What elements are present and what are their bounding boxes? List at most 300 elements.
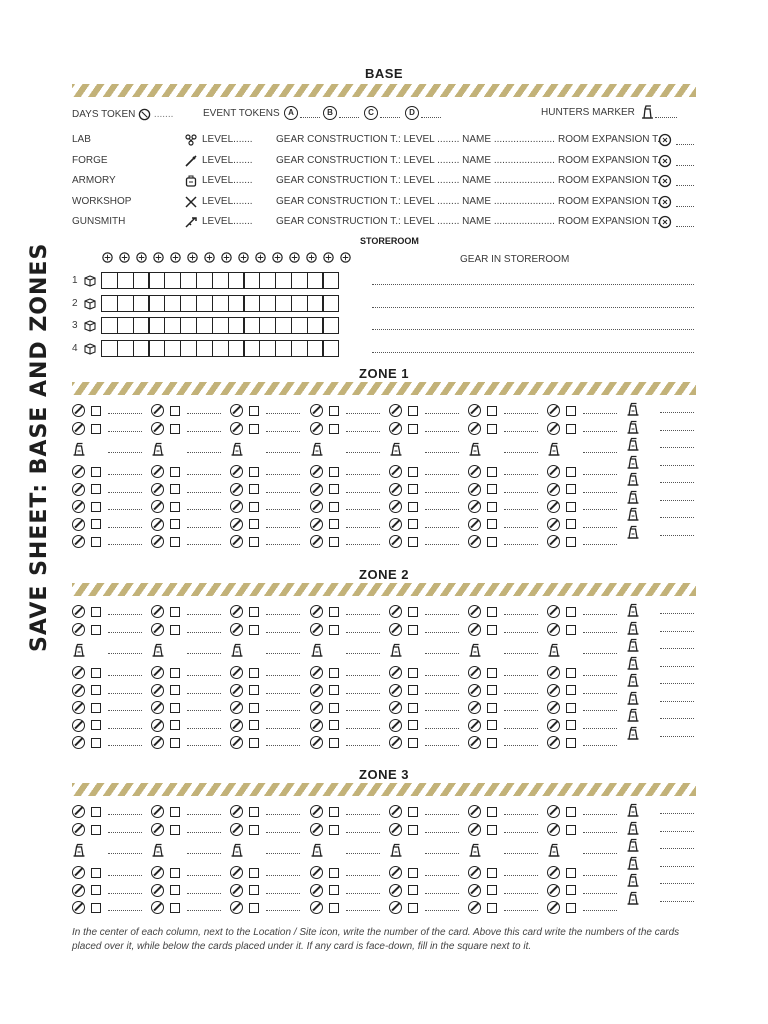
face-down-checkbox[interactable] <box>170 467 180 477</box>
storeroom-cell[interactable] <box>307 317 324 334</box>
card-number-line[interactable] <box>108 728 142 729</box>
storeroom-cell[interactable] <box>133 317 150 334</box>
face-down-marker-icon[interactable] <box>468 465 481 478</box>
storeroom-cell[interactable] <box>275 340 292 357</box>
face-down-marker-icon[interactable] <box>151 701 164 714</box>
card-number-line[interactable] <box>504 875 538 876</box>
location-number-line[interactable] <box>660 465 694 466</box>
card-number-line[interactable] <box>187 693 221 694</box>
card-number-line[interactable] <box>108 474 142 475</box>
room-level-field[interactable]: LEVEL....... <box>202 134 253 145</box>
face-down-checkbox[interactable] <box>329 685 339 695</box>
face-down-checkbox[interactable] <box>329 903 339 913</box>
card-number-line[interactable] <box>266 527 300 528</box>
face-down-marker-icon[interactable] <box>310 465 323 478</box>
card-number-line[interactable] <box>504 474 538 475</box>
face-down-marker-icon[interactable] <box>468 404 481 417</box>
face-down-checkbox[interactable] <box>91 467 101 477</box>
card-number-line[interactable] <box>108 693 142 694</box>
face-down-checkbox[interactable] <box>566 467 576 477</box>
face-down-marker-icon[interactable] <box>310 901 323 914</box>
card-number-line[interactable] <box>346 745 380 746</box>
card-number-line[interactable] <box>187 632 221 633</box>
location-number-line[interactable] <box>660 430 694 431</box>
face-down-marker-icon[interactable] <box>389 719 402 732</box>
face-down-checkbox[interactable] <box>566 668 576 678</box>
card-number-line[interactable] <box>583 693 617 694</box>
face-down-marker-icon[interactable] <box>72 465 85 478</box>
face-down-marker-icon[interactable] <box>151 884 164 897</box>
storeroom-cell[interactable] <box>291 340 308 357</box>
face-down-marker-icon[interactable] <box>389 623 402 636</box>
face-down-checkbox[interactable] <box>408 903 418 913</box>
storeroom-cell[interactable] <box>148 295 165 312</box>
face-down-marker-icon[interactable] <box>310 884 323 897</box>
face-down-checkbox[interactable] <box>408 825 418 835</box>
location-number-line[interactable] <box>583 452 617 453</box>
face-down-marker-icon[interactable] <box>468 623 481 636</box>
storeroom-cell[interactable] <box>259 317 276 334</box>
card-number-line[interactable] <box>425 492 459 493</box>
card-number-line[interactable] <box>425 910 459 911</box>
face-down-checkbox[interactable] <box>170 668 180 678</box>
card-number-line[interactable] <box>583 710 617 711</box>
face-down-marker-icon[interactable] <box>310 605 323 618</box>
face-down-marker-icon[interactable] <box>310 805 323 818</box>
gear-write-line[interactable] <box>372 352 694 353</box>
face-down-marker-icon[interactable] <box>230 823 243 836</box>
face-down-marker-icon[interactable] <box>72 483 85 496</box>
face-down-marker-icon[interactable] <box>151 684 164 697</box>
card-number-line[interactable] <box>504 544 538 545</box>
card-number-line[interactable] <box>583 832 617 833</box>
card-number-line[interactable] <box>425 832 459 833</box>
storeroom-cell[interactable] <box>212 340 229 357</box>
card-number-line[interactable] <box>583 509 617 510</box>
face-down-marker-icon[interactable] <box>230 805 243 818</box>
face-down-checkbox[interactable] <box>408 807 418 817</box>
face-down-marker-icon[interactable] <box>547 866 560 879</box>
location-number-line[interactable] <box>660 447 694 448</box>
storeroom-cell[interactable] <box>275 295 292 312</box>
face-down-marker-icon[interactable] <box>310 483 323 496</box>
storeroom-cell[interactable] <box>117 272 134 289</box>
face-down-marker-icon[interactable] <box>389 736 402 749</box>
face-down-marker-icon[interactable] <box>151 605 164 618</box>
face-down-checkbox[interactable] <box>91 607 101 617</box>
face-down-marker-icon[interactable] <box>151 805 164 818</box>
card-number-line[interactable] <box>346 675 380 676</box>
face-down-checkbox[interactable] <box>91 703 101 713</box>
card-number-line[interactable] <box>187 509 221 510</box>
face-down-checkbox[interactable] <box>91 424 101 434</box>
face-down-marker-icon[interactable] <box>72 901 85 914</box>
storeroom-cell[interactable] <box>291 272 308 289</box>
card-number-line[interactable] <box>187 875 221 876</box>
face-down-checkbox[interactable] <box>91 825 101 835</box>
storeroom-cell[interactable] <box>133 340 150 357</box>
write-line[interactable] <box>300 117 320 118</box>
storeroom-cell[interactable] <box>212 317 229 334</box>
face-down-marker-icon[interactable] <box>151 422 164 435</box>
face-down-marker-icon[interactable] <box>72 422 85 435</box>
storeroom-cell[interactable] <box>228 340 245 357</box>
face-down-marker-icon[interactable] <box>468 866 481 879</box>
card-number-line[interactable] <box>266 710 300 711</box>
card-number-line[interactable] <box>346 544 380 545</box>
face-down-marker-icon[interactable] <box>151 535 164 548</box>
face-down-checkbox[interactable] <box>566 406 576 416</box>
face-down-marker-icon[interactable] <box>151 823 164 836</box>
card-number-line[interactable] <box>187 527 221 528</box>
storeroom-cell[interactable] <box>322 272 339 289</box>
face-down-checkbox[interactable] <box>91 807 101 817</box>
write-line[interactable] <box>421 117 441 118</box>
face-down-marker-icon[interactable] <box>151 500 164 513</box>
card-number-line[interactable] <box>266 814 300 815</box>
location-number-line[interactable] <box>660 517 694 518</box>
card-number-line[interactable] <box>346 413 380 414</box>
face-down-checkbox[interactable] <box>249 519 259 529</box>
location-number-line[interactable] <box>660 482 694 483</box>
face-down-marker-icon[interactable] <box>547 666 560 679</box>
face-down-marker-icon[interactable] <box>389 518 402 531</box>
storeroom-cell[interactable] <box>101 340 118 357</box>
card-number-line[interactable] <box>583 675 617 676</box>
storeroom-cell[interactable] <box>196 272 213 289</box>
face-down-marker-icon[interactable] <box>151 465 164 478</box>
location-number-line[interactable] <box>583 653 617 654</box>
storeroom-cell[interactable] <box>275 272 292 289</box>
face-down-checkbox[interactable] <box>566 720 576 730</box>
storeroom-cell[interactable] <box>322 340 339 357</box>
card-number-line[interactable] <box>266 632 300 633</box>
storeroom-cell[interactable] <box>117 317 134 334</box>
card-number-line[interactable] <box>187 832 221 833</box>
card-number-line[interactable] <box>504 527 538 528</box>
face-down-marker-icon[interactable] <box>547 483 560 496</box>
card-number-line[interactable] <box>425 728 459 729</box>
card-number-line[interactable] <box>583 413 617 414</box>
face-down-marker-icon[interactable] <box>547 884 560 897</box>
card-number-line[interactable] <box>108 745 142 746</box>
room-level-field[interactable]: LEVEL....... <box>202 195 253 207</box>
write-line[interactable] <box>380 117 400 118</box>
card-number-line[interactable] <box>187 910 221 911</box>
storeroom-cell[interactable] <box>148 317 165 334</box>
face-down-marker-icon[interactable] <box>468 884 481 897</box>
face-down-checkbox[interactable] <box>170 424 180 434</box>
face-down-marker-icon[interactable] <box>230 518 243 531</box>
card-number-line[interactable] <box>108 509 142 510</box>
face-down-marker-icon[interactable] <box>389 404 402 417</box>
face-down-checkbox[interactable] <box>487 406 497 416</box>
gear-construction-field[interactable]: GEAR CONSTRUCTION T.: LEVEL ........ NAME ...................... <box>276 134 555 145</box>
face-down-checkbox[interactable] <box>91 685 101 695</box>
storeroom-cell[interactable] <box>117 340 134 357</box>
face-down-checkbox[interactable] <box>566 484 576 494</box>
face-down-checkbox[interactable] <box>170 825 180 835</box>
storeroom-cell[interactable] <box>322 317 339 334</box>
face-down-checkbox[interactable] <box>408 424 418 434</box>
face-down-checkbox[interactable] <box>487 467 497 477</box>
card-number-line[interactable] <box>425 893 459 894</box>
storeroom-cell[interactable] <box>228 295 245 312</box>
face-down-marker-icon[interactable] <box>72 666 85 679</box>
face-down-marker-icon[interactable] <box>547 719 560 732</box>
location-number-line[interactable] <box>660 412 694 413</box>
card-number-line[interactable] <box>504 632 538 633</box>
location-number-line[interactable] <box>108 452 142 453</box>
face-down-checkbox[interactable] <box>408 406 418 416</box>
face-down-marker-icon[interactable] <box>310 535 323 548</box>
card-number-line[interactable] <box>266 693 300 694</box>
face-down-checkbox[interactable] <box>170 519 180 529</box>
face-down-marker-icon[interactable] <box>468 500 481 513</box>
face-down-marker-icon[interactable] <box>72 884 85 897</box>
card-number-line[interactable] <box>425 632 459 633</box>
card-number-line[interactable] <box>266 875 300 876</box>
face-down-marker-icon[interactable] <box>468 736 481 749</box>
card-number-line[interactable] <box>504 431 538 432</box>
card-number-line[interactable] <box>108 893 142 894</box>
storeroom-cell[interactable] <box>117 295 134 312</box>
face-down-checkbox[interactable] <box>329 467 339 477</box>
face-down-checkbox[interactable] <box>487 825 497 835</box>
card-number-line[interactable] <box>504 832 538 833</box>
face-down-checkbox[interactable] <box>249 885 259 895</box>
face-down-checkbox[interactable] <box>249 406 259 416</box>
card-number-line[interactable] <box>425 431 459 432</box>
location-number-line[interactable] <box>425 853 459 854</box>
face-down-marker-icon[interactable] <box>151 483 164 496</box>
face-down-marker-icon[interactable] <box>151 901 164 914</box>
location-number-line[interactable] <box>266 653 300 654</box>
gear-construction-field[interactable]: GEAR CONSTRUCTION T.: LEVEL ........ NAME ...................... <box>276 216 555 227</box>
write-line[interactable] <box>339 117 359 118</box>
face-down-checkbox[interactable] <box>408 537 418 547</box>
location-number-line[interactable] <box>660 631 694 632</box>
storeroom-cell[interactable] <box>322 295 339 312</box>
face-down-checkbox[interactable] <box>91 903 101 913</box>
card-number-line[interactable] <box>425 693 459 694</box>
storeroom-cell[interactable] <box>148 340 165 357</box>
face-down-marker-icon[interactable] <box>230 605 243 618</box>
card-number-line[interactable] <box>187 474 221 475</box>
face-down-checkbox[interactable] <box>249 685 259 695</box>
face-down-checkbox[interactable] <box>249 467 259 477</box>
face-down-checkbox[interactable] <box>170 502 180 512</box>
card-number-line[interactable] <box>187 728 221 729</box>
face-down-marker-icon[interactable] <box>310 422 323 435</box>
card-number-line[interactable] <box>187 710 221 711</box>
card-number-line[interactable] <box>266 413 300 414</box>
location-number-line[interactable] <box>660 683 694 684</box>
face-down-marker-icon[interactable] <box>389 701 402 714</box>
face-down-checkbox[interactable] <box>487 685 497 695</box>
storeroom-cell[interactable] <box>228 317 245 334</box>
face-down-checkbox[interactable] <box>249 484 259 494</box>
face-down-marker-icon[interactable] <box>230 701 243 714</box>
card-number-line[interactable] <box>504 675 538 676</box>
location-number-line[interactable] <box>660 613 694 614</box>
card-number-line[interactable] <box>346 492 380 493</box>
face-down-checkbox[interactable] <box>329 424 339 434</box>
face-down-marker-icon[interactable] <box>230 500 243 513</box>
face-down-marker-icon[interactable] <box>389 422 402 435</box>
face-down-marker-icon[interactable] <box>72 535 85 548</box>
face-down-checkbox[interactable] <box>249 607 259 617</box>
storeroom-cell[interactable] <box>307 295 324 312</box>
card-number-line[interactable] <box>504 710 538 711</box>
face-down-marker-icon[interactable] <box>230 404 243 417</box>
face-down-marker-icon[interactable] <box>468 805 481 818</box>
room-level-field[interactable]: LEVEL....... <box>202 216 253 227</box>
face-down-checkbox[interactable] <box>566 868 576 878</box>
face-down-marker-icon[interactable] <box>230 684 243 697</box>
face-down-marker-icon[interactable] <box>389 901 402 914</box>
storeroom-cell[interactable] <box>243 295 260 312</box>
card-number-line[interactable] <box>346 632 380 633</box>
card-number-line[interactable] <box>346 910 380 911</box>
face-down-checkbox[interactable] <box>249 738 259 748</box>
face-down-checkbox[interactable] <box>249 668 259 678</box>
card-number-line[interactable] <box>108 832 142 833</box>
card-number-line[interactable] <box>108 492 142 493</box>
card-number-line[interactable] <box>583 431 617 432</box>
face-down-marker-icon[interactable] <box>230 465 243 478</box>
write-line[interactable] <box>676 144 694 145</box>
face-down-marker-icon[interactable] <box>468 901 481 914</box>
location-number-line[interactable] <box>660 848 694 849</box>
face-down-marker-icon[interactable] <box>230 901 243 914</box>
location-number-line[interactable] <box>187 853 221 854</box>
card-number-line[interactable] <box>266 544 300 545</box>
card-number-line[interactable] <box>346 431 380 432</box>
face-down-marker-icon[interactable] <box>72 736 85 749</box>
storeroom-cell[interactable] <box>212 295 229 312</box>
face-down-marker-icon[interactable] <box>547 535 560 548</box>
card-number-line[interactable] <box>187 745 221 746</box>
card-number-line[interactable] <box>108 614 142 615</box>
face-down-checkbox[interactable] <box>249 703 259 713</box>
face-down-checkbox[interactable] <box>329 607 339 617</box>
face-down-marker-icon[interactable] <box>72 500 85 513</box>
face-down-checkbox[interactable] <box>249 868 259 878</box>
face-down-checkbox[interactable] <box>487 885 497 895</box>
face-down-checkbox[interactable] <box>408 868 418 878</box>
card-number-line[interactable] <box>108 413 142 414</box>
face-down-checkbox[interactable] <box>249 720 259 730</box>
face-down-marker-icon[interactable] <box>547 605 560 618</box>
face-down-checkbox[interactable] <box>170 537 180 547</box>
face-down-checkbox[interactable] <box>329 720 339 730</box>
location-number-line[interactable] <box>346 853 380 854</box>
gear-write-line[interactable] <box>372 329 694 330</box>
card-number-line[interactable] <box>583 632 617 633</box>
face-down-marker-icon[interactable] <box>468 422 481 435</box>
face-down-marker-icon[interactable] <box>72 684 85 697</box>
location-number-line[interactable] <box>660 701 694 702</box>
face-down-marker-icon[interactable] <box>547 518 560 531</box>
card-number-line[interactable] <box>425 814 459 815</box>
face-down-checkbox[interactable] <box>249 502 259 512</box>
face-down-marker-icon[interactable] <box>72 805 85 818</box>
card-number-line[interactable] <box>187 544 221 545</box>
face-down-checkbox[interactable] <box>170 738 180 748</box>
write-line[interactable] <box>676 226 694 227</box>
storeroom-cell[interactable] <box>196 340 213 357</box>
face-down-checkbox[interactable] <box>91 720 101 730</box>
face-down-checkbox[interactable] <box>249 625 259 635</box>
face-down-marker-icon[interactable] <box>389 684 402 697</box>
storeroom-cell[interactable] <box>164 317 181 334</box>
face-down-checkbox[interactable] <box>91 625 101 635</box>
face-down-checkbox[interactable] <box>249 424 259 434</box>
face-down-marker-icon[interactable] <box>547 500 560 513</box>
card-number-line[interactable] <box>583 910 617 911</box>
face-down-marker-icon[interactable] <box>547 701 560 714</box>
location-number-line[interactable] <box>660 736 694 737</box>
card-number-line[interactable] <box>108 675 142 676</box>
face-down-checkbox[interactable] <box>566 424 576 434</box>
card-number-line[interactable] <box>266 614 300 615</box>
face-down-checkbox[interactable] <box>170 607 180 617</box>
storeroom-cell[interactable] <box>101 295 118 312</box>
card-number-line[interactable] <box>266 675 300 676</box>
face-down-marker-icon[interactable] <box>72 404 85 417</box>
face-down-marker-icon[interactable] <box>230 535 243 548</box>
storeroom-cell[interactable] <box>259 340 276 357</box>
face-down-checkbox[interactable] <box>487 519 497 529</box>
face-down-checkbox[interactable] <box>170 885 180 895</box>
face-down-checkbox[interactable] <box>408 607 418 617</box>
face-down-checkbox[interactable] <box>329 825 339 835</box>
face-down-marker-icon[interactable] <box>310 866 323 879</box>
face-down-marker-icon[interactable] <box>151 623 164 636</box>
face-down-checkbox[interactable] <box>329 668 339 678</box>
card-number-line[interactable] <box>583 527 617 528</box>
face-down-checkbox[interactable] <box>566 537 576 547</box>
face-down-checkbox[interactable] <box>487 607 497 617</box>
face-down-checkbox[interactable] <box>487 720 497 730</box>
face-down-marker-icon[interactable] <box>72 623 85 636</box>
face-down-checkbox[interactable] <box>566 825 576 835</box>
storeroom-cell[interactable] <box>259 295 276 312</box>
card-number-line[interactable] <box>187 413 221 414</box>
face-down-marker-icon[interactable] <box>151 518 164 531</box>
write-line[interactable] <box>676 206 694 207</box>
card-number-line[interactable] <box>108 527 142 528</box>
face-down-checkbox[interactable] <box>170 703 180 713</box>
location-number-line[interactable] <box>660 718 694 719</box>
card-number-line[interactable] <box>425 509 459 510</box>
card-number-line[interactable] <box>583 614 617 615</box>
face-down-checkbox[interactable] <box>566 738 576 748</box>
card-number-line[interactable] <box>187 431 221 432</box>
storeroom-cell[interactable] <box>243 317 260 334</box>
face-down-checkbox[interactable] <box>170 406 180 416</box>
location-number-line[interactable] <box>108 653 142 654</box>
card-number-line[interactable] <box>504 509 538 510</box>
face-down-marker-icon[interactable] <box>310 736 323 749</box>
face-down-marker-icon[interactable] <box>468 605 481 618</box>
storeroom-cell[interactable] <box>180 295 197 312</box>
face-down-marker-icon[interactable] <box>151 404 164 417</box>
location-number-line[interactable] <box>660 901 694 902</box>
face-down-checkbox[interactable] <box>249 825 259 835</box>
storeroom-cell[interactable] <box>101 317 118 334</box>
